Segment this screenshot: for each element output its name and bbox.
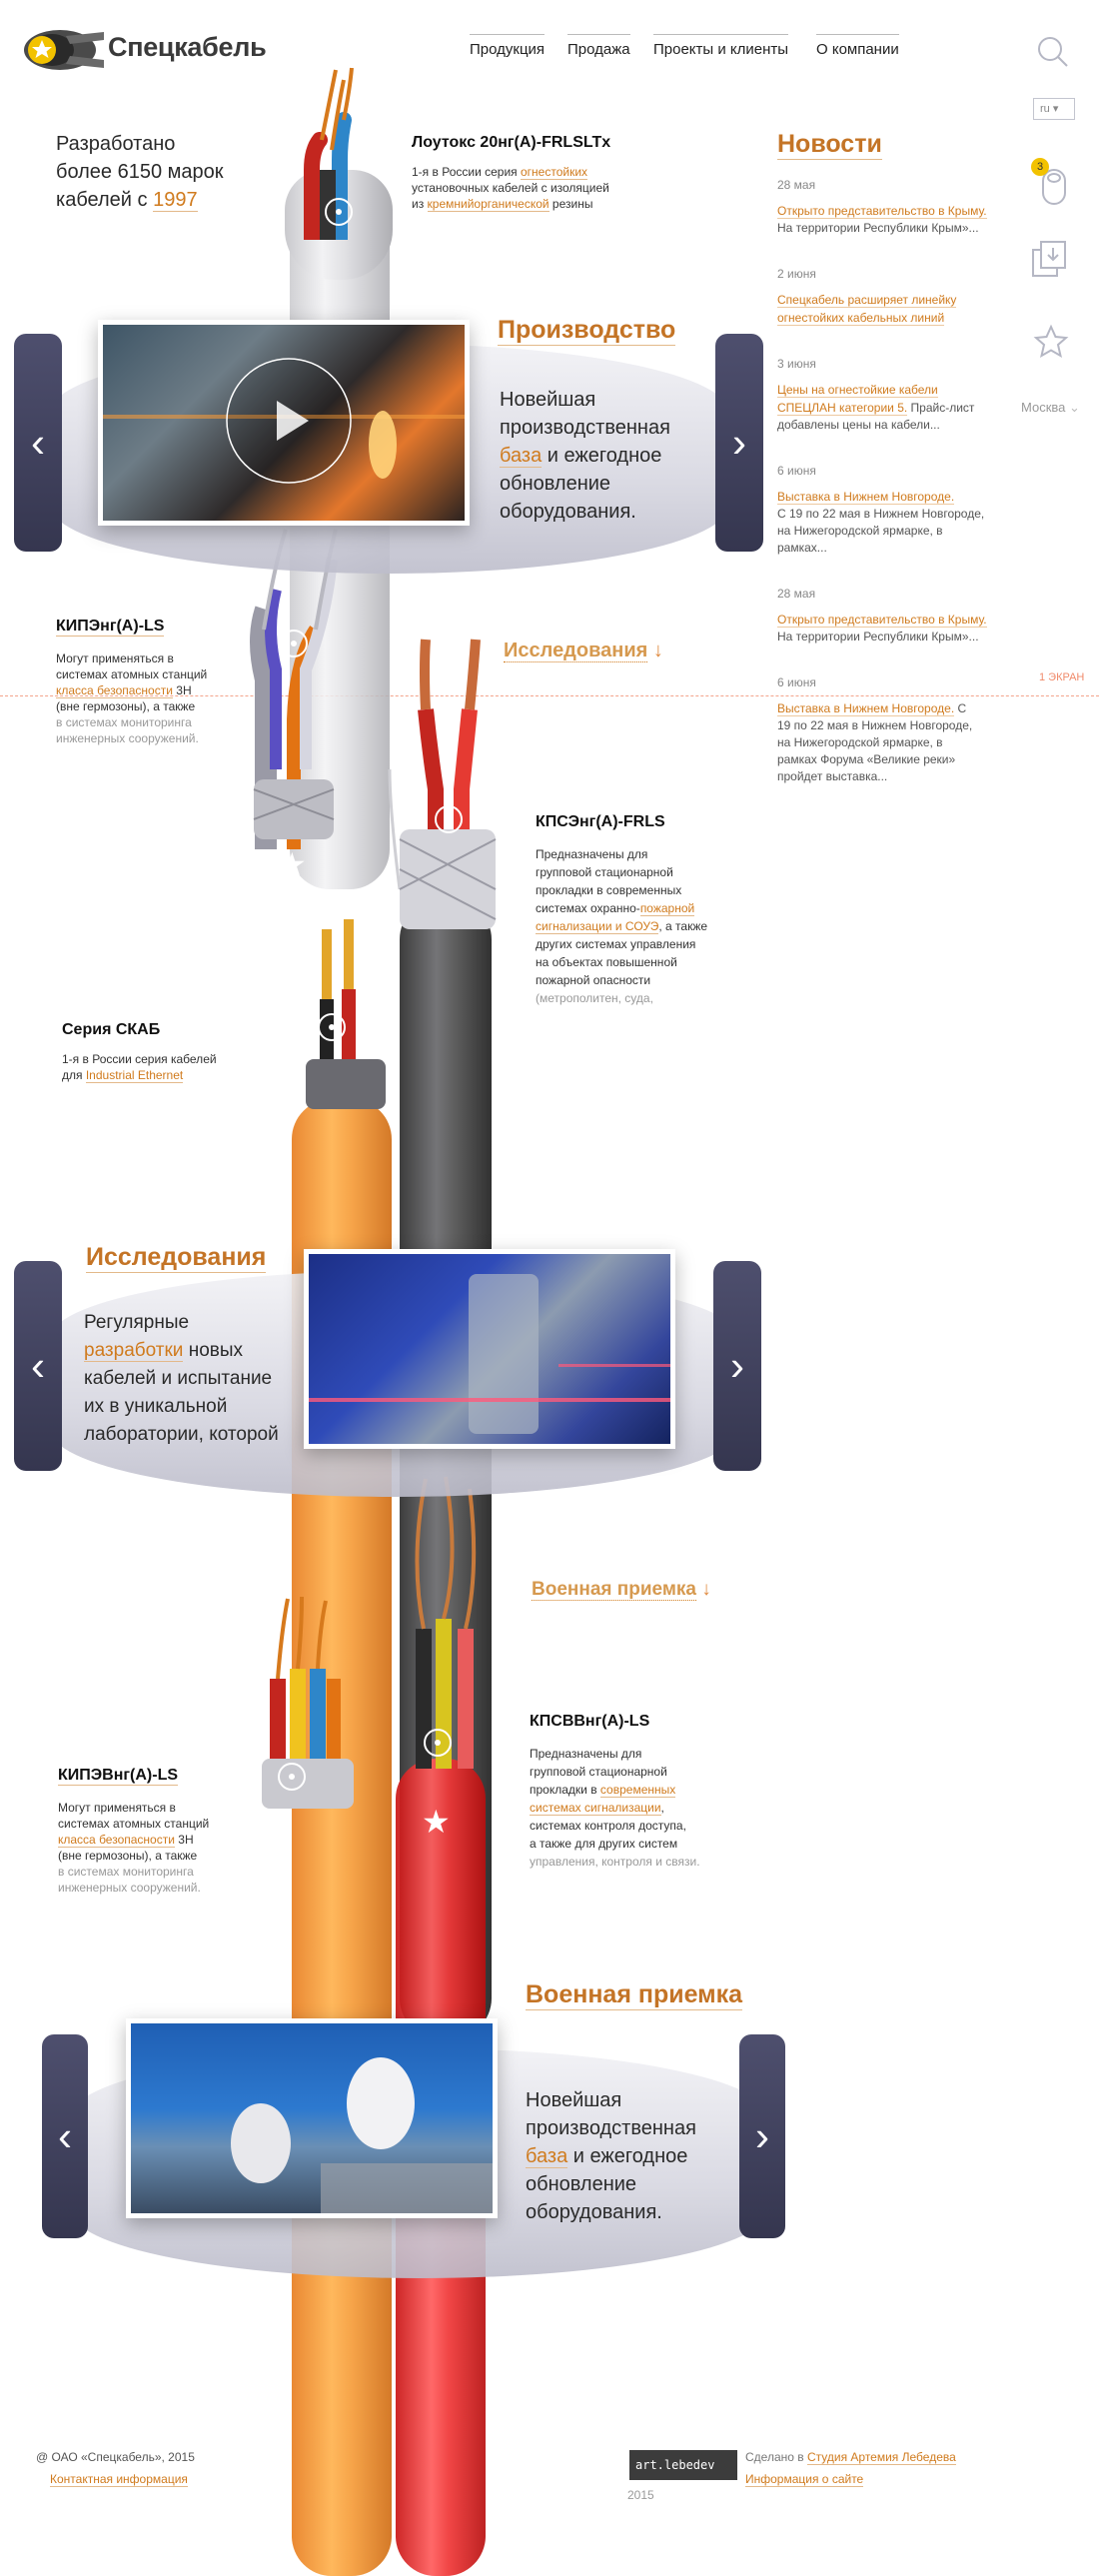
footer-year: 2015 — [627, 2488, 654, 2502]
cable-wires-kpse — [380, 630, 510, 934]
product-loutox: Лоутокс 20нг(А)-FRLSLTx 1-я в России серия огнестойких установочных кабелей с изоляцией из кремнийорганической резины — [412, 134, 611, 211]
production-text: Новейшая производственная база и ежегодное обновление оборудования. — [500, 389, 670, 523]
news-list — [777, 178, 1017, 785]
arrow-down-icon: ↓ — [701, 1579, 711, 1600]
arrow-down-icon: ↓ — [652, 640, 663, 661]
product-kipeng: КИПЭнг(А)-LS Могут применяться в системах атомных станций класса безопасности 3Н (вне гермозоны), а также в системах мониторинга инженерных сооружений. — [56, 618, 208, 745]
chevron-left-icon: ‹ — [31, 419, 45, 466]
studio-badge[interactable]: art.lebedev — [629, 2450, 737, 2480]
made-by: Сделано в Студия Артемия Лебедева — [745, 2450, 956, 2464]
studio-link[interactable]: Студия Артемия Лебедева — [806, 2450, 956, 2464]
chevron-left-icon: ‹ — [58, 2112, 72, 2159]
nav-products[interactable]: Продукция — [470, 34, 545, 59]
hotspot-target[interactable] — [280, 630, 308, 657]
next-arrow-button[interactable] — [715, 334, 763, 552]
research-text: Регулярные разработки новых кабелей и испытание их в уникальной лаборатории, которой — [84, 1312, 279, 1445]
hotspot-target[interactable] — [318, 1013, 346, 1041]
production-title[interactable]: Производство — [498, 316, 676, 344]
product-kpseng: КПСЭнг(А)-FRLS Предназначены для групповой стационарной прокладки в современных системах охранно-пожарной сигнализации и СОУЭ, а также других системах управления на объектах повышенной пожарной опасности (метрополитен, суда, — [536, 813, 708, 1005]
city-select[interactable]: Москва ⌄ — [1021, 400, 1080, 415]
screen-marker: 1 ЭКРАН — [1039, 671, 1085, 683]
news-item[interactable]: 28 мая Открыто представительство в Крыму. На территории Республики Крым»... — [777, 587, 987, 644]
chevron-left-icon: ‹ — [31, 1342, 45, 1389]
product-title[interactable]: Серия СКАБ — [62, 1021, 161, 1038]
research-title[interactable]: Исследования — [86, 1243, 267, 1271]
military-photo[interactable] — [126, 2018, 498, 2218]
compare-count-badge: 3 — [1031, 158, 1049, 176]
next-arrow-button[interactable] — [739, 2034, 785, 2238]
hotspot-target[interactable] — [278, 1763, 306, 1791]
hotspot-target[interactable] — [424, 1729, 452, 1757]
news-item[interactable]: 6 июня Выставка в Нижнем Новгороде. С 19 по 22 мая в Нижнем Новгороде, на Нижегородской ярмарке, в рамках Форума «Великие реки» пройдет выставка... — [777, 675, 973, 783]
chevron-right-icon: › — [732, 419, 746, 466]
nav-projects[interactable]: Проекты и клиенты — [653, 34, 788, 59]
news-title[interactable]: Новости — [777, 130, 882, 158]
chevron-right-icon: › — [730, 1342, 744, 1389]
search-icon[interactable] — [1035, 34, 1071, 75]
news-item[interactable]: 28 мая Открыто представительство в Крыму. На территории Республики Крым»... — [777, 178, 987, 235]
hotspot-target[interactable] — [325, 198, 353, 226]
logo[interactable] — [18, 22, 110, 78]
news-item[interactable]: 3 июня Цены на огнестойкие кабели СПЕЦЛАН категории 5. Прайс-лист добавлены цены на кабели... — [777, 357, 975, 432]
cable-wires-kipev — [258, 1589, 358, 1814]
nav-sales[interactable]: Продажа — [567, 34, 630, 59]
news-item[interactable]: 6 июня Выставка в Нижнем Новгороде. С 19 по 22 мая в Нижнем Новгороде, на Нижегородской ярмарке, в рамках... — [777, 464, 985, 555]
language-select[interactable]: ru ▾ — [1033, 98, 1075, 120]
chevron-right-icon: › — [755, 2112, 769, 2159]
prev-arrow-button[interactable] — [14, 1261, 62, 1471]
news-item[interactable]: 2 июня Спецкабель расширяет линейку огнестойких кабельных линий — [777, 267, 957, 325]
logo-icon — [18, 22, 110, 78]
hotspot-target[interactable] — [435, 805, 463, 833]
cable-wires-skab — [300, 909, 390, 1114]
next-arrow-button[interactable] — [713, 1261, 761, 1471]
production-photo[interactable] — [98, 320, 470, 526]
product-kpsvvng: КПСВВнг(А)-LS Предназначены для групповой стационарной прокладки в современных системах сигнализации, системах контроля доступа, а также для других систем управления, контроля и связи. — [530, 1713, 700, 1869]
product-skab: Серия СКАБ 1-я в России серия кабелей для Industrial Ethernet — [62, 1021, 217, 1082]
star-marker-icon: ★ — [422, 1804, 451, 1840]
intro-text: Разработано более 6150 марок кабелей с 1997 — [56, 133, 224, 211]
nav-about[interactable]: О компании — [816, 34, 899, 59]
military-title[interactable]: Военная приемка — [526, 1980, 743, 2008]
product-title[interactable]: КПСЭнг(А)-FRLS — [536, 813, 665, 830]
military-text: Новейшая производственная база и ежегодное обновление оборудования. — [526, 2089, 696, 2223]
logo-text[interactable]: Спецкабель — [108, 32, 267, 62]
research-anchor-link[interactable]: Исследования ↓ — [504, 640, 663, 661]
product-kipevng: КИПЭВнг(А)-LS Могут применяться в системах атомных станций класса безопасности 3Н (вне гермозоны), а также в системах мониторинга инженерных сооружений. — [58, 1767, 210, 1895]
star-icon[interactable] — [1033, 324, 1069, 365]
chevron-down-icon: ▾ — [1052, 103, 1059, 115]
product-title[interactable]: КПСВВнг(А)-LS — [530, 1713, 650, 1730]
product-title[interactable]: КИПЭнг(А)-LS — [56, 618, 165, 635]
contacts-link[interactable]: Контактная информация — [50, 2472, 188, 2486]
research-photo[interactable] — [304, 1249, 675, 1449]
military-anchor-link[interactable]: Военная приемка ↓ — [532, 1579, 711, 1600]
cable-wires-kpsvv — [400, 1469, 490, 1774]
prev-arrow-button[interactable] — [14, 334, 62, 552]
chevron-down-icon: ⌄ — [1069, 400, 1080, 415]
site-info-link[interactable]: Информация о сайте — [745, 2472, 864, 2486]
star-marker-icon: ★ — [278, 846, 307, 882]
download-icon[interactable] — [1029, 238, 1069, 285]
intro-year-link[interactable]: 1997 — [153, 189, 198, 211]
product-title[interactable]: Лоутокс 20нг(А)-FRLSLTx — [412, 134, 611, 151]
prev-arrow-button[interactable] — [42, 2034, 88, 2238]
copyright: @ ОАО «Спецкабель», 2015 — [36, 2450, 195, 2464]
product-title[interactable]: КИПЭВнг(А)-LS — [58, 1767, 179, 1784]
